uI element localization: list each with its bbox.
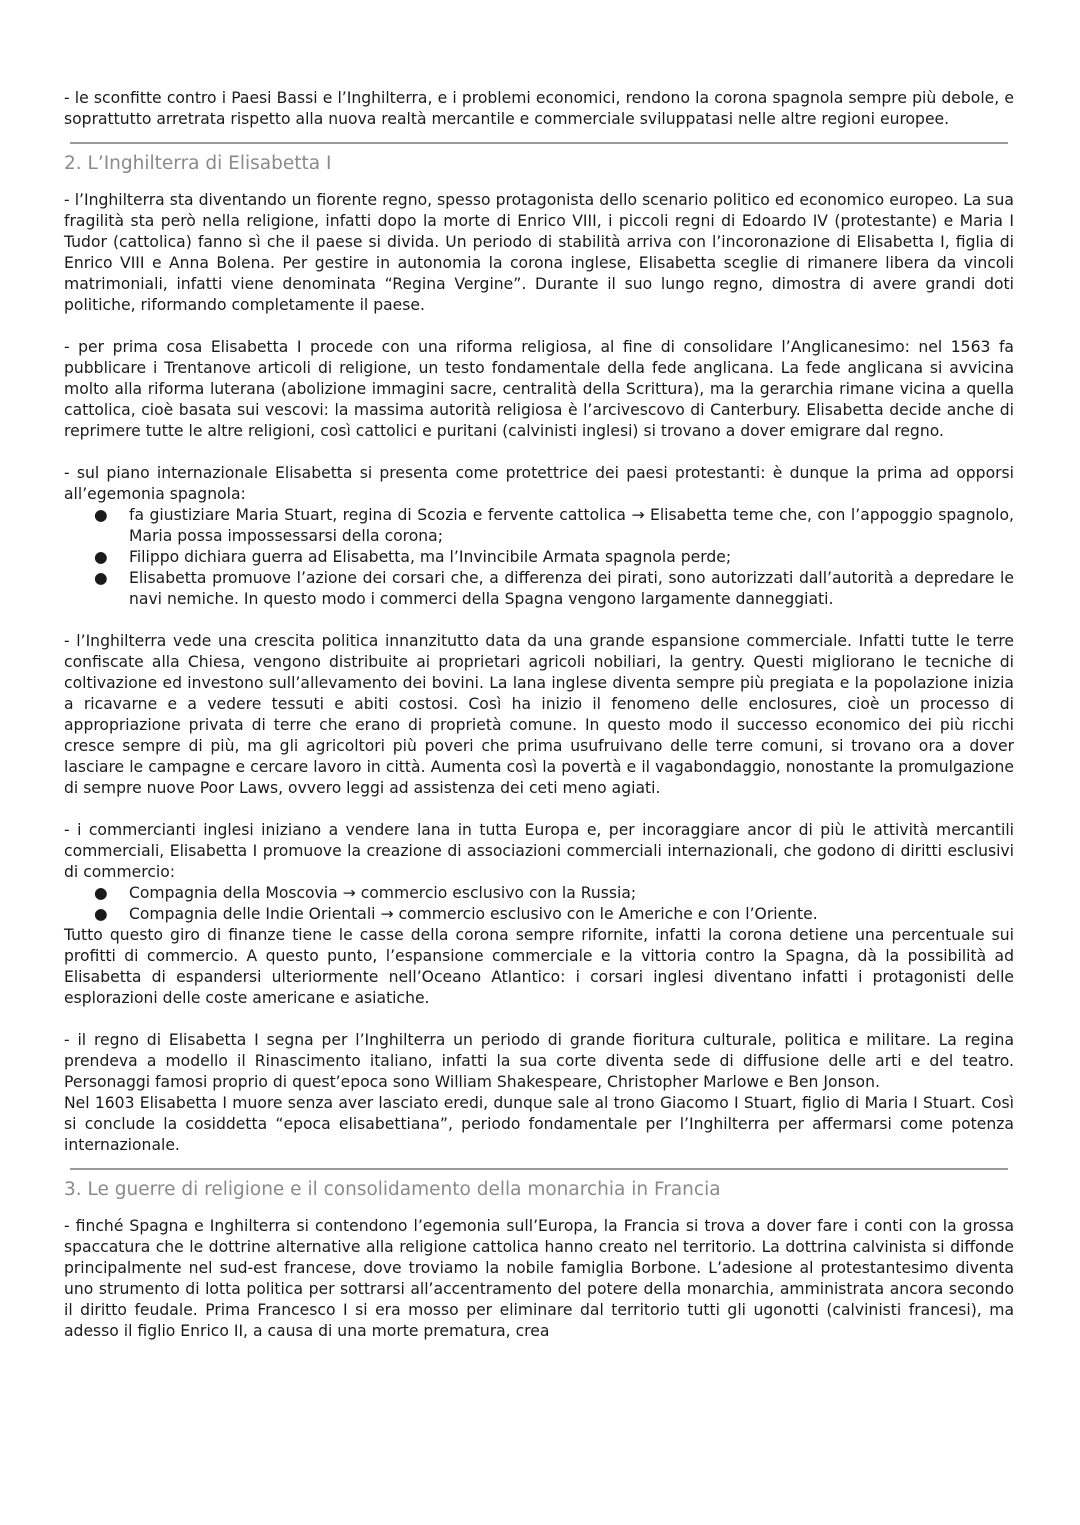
list-item: ● Compagnia della Moscovia → commercio esclusivo con la Russia;: [94, 884, 637, 902]
list-item: ● Elisabetta promuove l’azione dei corsari che, a differenza dei pirati, sono autorizzati dall’autorità a depredare le navi nemiche. In questo modo i commerci della Spagna vengono largamente danneggiati.: [94, 569, 1014, 608]
section-divider: [70, 142, 1008, 144]
section-3-heading: 3. Le guerre di religione e il consolidamento della monarchia in Francia: [64, 1179, 721, 1200]
bullet-icon: ●: [94, 884, 108, 902]
section-2-paragraph-1: - l’Inghilterra sta diventando un fiorente regno, spesso protagonista dello scenario politico ed economico europeo. La sua fragilità sta però nella religione, infatti dopo la morte di Enrico VIII, i piccoli regni di Edoardo IV (protestante) e Maria I Tudor (cattolica) fanno sì che il paese si divida. Un periodo di stabilità arriva con l’incoronazione di Elisabetta I, figlia di Enrico VIII e Anna Bolena. Per gestire in autonomia la corona inglese, Elisabetta sceglie di rimanere libera da vincoli matrimoniali, infatti viene denominata “Regina Vergine”. Durante il suo lungo regno, dimostra di avere grandi doti politiche, riformando completamente il paese.: [64, 191, 1014, 314]
bullet-list-opposition: [64, 505, 1014, 610]
list-item: ● Compagnia delle Indie Orientali → commercio esclusivo con le Americhe e con l’Oriente.: [94, 905, 818, 923]
section-divider: [70, 1168, 1008, 1170]
list-item: ● Filippo dichiara guerra ad Elisabetta, ma l’Invincibile Armata spagnola perde;: [94, 548, 732, 566]
document-page: [64, 88, 1014, 1342]
section-2-paragraph-3: - sul piano internazionale Elisabetta si presenta come protettrice dei paesi protestanti: è dunque la prima ad opporsi all’egemonia spagnola:: [64, 464, 1014, 503]
section-2-paragraph-2: - per prima cosa Elisabetta I procede con una riforma religiosa, al fine di consolidare l’Anglicanesimo: nel 1563 fa pubblicare i Trentanove articoli di religione, un testo fondamentale della fede anglicana. La fede anglicana si avvicina molto alla riforma luterana (abolizione immagini sacre, centralità della Scrittura), ma la gerarchia rimane vicina a quella cattolica, cioè basata sui vescovi: la massima autorità religiosa è l’arcivescovo di Canterbury. Elisabetta decide anche di reprimere tutte le altre religioni, così cattolici e puritani (calvinisti inglesi) si trovano a dover emigrare dal regno.: [64, 338, 1014, 440]
intro-paragraph: - le sconfitte contro i Paesi Bassi e l’Inghilterra, e i problemi economici, rendono la corona spagnola sempre più debole, e soprattutto arretrata rispetto alla nuova realtà mercantile e commerciale sviluppatasi nelle altre regioni europee.: [64, 89, 1014, 128]
section-2-paragraph-7: - il regno di Elisabetta I segna per l’Inghilterra un periodo di grande fioritura culturale, politica e militare. La regina prendeva a modello il Rinascimento italiano, infatti la sua corte diventa sede di diffusione delle arti e del teatro. Personaggi famosi proprio di quest’epoca sono William Shakespeare, Christopher Marlowe e Ben Jonson.: [64, 1031, 1014, 1091]
bullet-list-companies: [64, 883, 1014, 925]
bullet-icon: ●: [94, 569, 108, 587]
bullet-icon: ●: [94, 905, 108, 923]
section-2-paragraph-6: Tutto questo giro di finanze tiene le casse della corona sempre rifornite, infatti la corona detiene una percentuale sui profitti di commercio. A questo punto, l’espansione commerciale e la vittoria contro la Spagna, dà la possibilità ad Elisabetta di espandersi ulteriormente nell’Oceano Atlantico: i corsari inglesi diventano infatti i protagonisti delle esplorazioni delle coste americane e asiatiche.: [64, 926, 1014, 1007]
bullet-icon: ●: [94, 548, 108, 566]
section-2-paragraph-4: - l’Inghilterra vede una crescita politica innanzitutto data da una grande espansione commerciale. Infatti tutte le terre confiscate alla Chiesa, vengono distribuite ai proprietari agricoli nobiliari, la gentry. Questi migliorano le tecniche di coltivazione ed investono sull’allevamento dei bovini. La lana inglese diventa sempre più pregiata e la popolazione inizia a ricavarne e a vedere tessuti e abiti costosi. Così ha inizio il fenomeno delle enclosures, cioè un processo di appropriazione privata di terre che erano di proprietà comune. In questo modo il successo economico dei più ricchi cresce sempre di più, ma gli agricoltori più poveri che prima usufruivano delle terre comuni, si trovano ora a dover lasciare le campagne e cercare lavoro in città. Aumenta così la povertà e il vagabondaggio, nonostante la promulgazione di sempre nuove Poor Laws, ovvero leggi ad assistenza dei ceti meno agiati.: [64, 632, 1014, 797]
bullet-icon: ●: [94, 506, 108, 524]
section-2-paragraph-5: - i commercianti inglesi iniziano a vendere lana in tutta Europa e, per incoraggiare ancor di più le attività mercantili commerciali, Elisabetta I promuove la creazione di associazioni commerciali internazionali, che godono di diritti esclusivi di commercio:: [64, 821, 1014, 881]
list-item: ● fa giustiziare Maria Stuart, regina di Scozia e fervente cattolica → Elisabetta teme che, con l’appoggio spagnolo, Maria possa impossessarsi della corona;: [94, 506, 1014, 545]
section-2-heading: 2. L’Inghilterra di Elisabetta I: [64, 153, 332, 174]
section-3-paragraph-1: - finché Spagna e Inghilterra si contendono l’egemonia sull’Europa, la Francia si trova a dover fare i conti con la grossa spaccatura che le dottrine alternative alla religione cattolica hanno creato nel territorio. La dottrina calvinista si diffonde principalmente nel sud-est francese, dove troviamo la nobile famiglia Borbone. L’adesione al protestantesimo diventa uno strumento di lotta politica per sottrarsi all’accentramento del potere della monarchia, amministrata ancora secondo il diritto feudale. Prima Francesco I si era mosso per eliminare dal territorio tutti gli ugonotti (calvinisti francesi), ma adesso il figlio Enrico II, a causa di una morte prematura, crea: [64, 1217, 1014, 1340]
section-2-paragraph-8: Nel 1603 Elisabetta I muore senza aver lasciato eredi, dunque sale al trono Giacomo I Stuart, figlio di Maria I Stuart. Così si conclude la cosiddetta “epoca elisabettiana”, periodo fondamentale per l’Inghilterra per affermarsi come potenza internazionale.: [64, 1094, 1014, 1154]
